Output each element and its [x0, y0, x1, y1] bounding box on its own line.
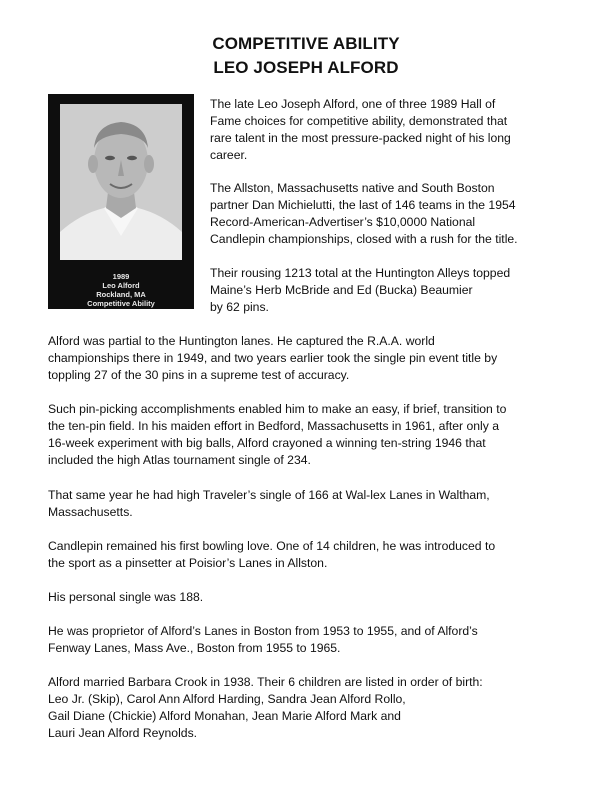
text-line: by 62 pins. [210, 300, 269, 314]
text-line: career. [210, 148, 248, 162]
text-line: rare talent in the most pressure-packed night of his long [210, 131, 511, 145]
paragraph [210, 265, 510, 316]
text-line: The Allston, Massachusetts native and South Boston [210, 181, 495, 195]
text-line: Lauri Jean Alford Reynolds. [48, 726, 198, 740]
text-line: That same year he had high Traveler’s single of 166 at Wal-lex Lanes in Waltham, [48, 488, 490, 502]
paragraph [48, 538, 495, 572]
text-line: Such pin-picking accomplishments enabled him to make an easy, if brief, transition to [48, 402, 507, 416]
photo-caption-town: Rockland, MA [96, 290, 146, 299]
portrait-photo [60, 104, 182, 260]
text-line: Maine’s Herb McBride and Ed (Bucka) Beaumier [210, 283, 473, 297]
text-line: the ten-pin field. In his maiden effort in Bedford, Massachusetts in 1961, after only a [48, 419, 499, 433]
paragraph [210, 180, 518, 248]
photo-caption-name: Leo Alford [102, 281, 140, 290]
paragraph [210, 96, 511, 164]
text-line: championships there in 1949, and two years earlier took the single pin event title by [48, 351, 498, 365]
photo-caption-year: 1989 [112, 272, 130, 281]
text-line: the sport as a pinsetter at Poisior’s Lanes in Allston. [48, 556, 328, 570]
text-line: Candlepin remained his first bowling love. One of 14 children, he was introduced to [48, 539, 496, 553]
paragraph [48, 401, 506, 469]
portrait-image [60, 104, 182, 260]
text-line: His personal single was 188. [48, 590, 204, 604]
page-title: COMPETITIVE ABILITY [212, 34, 400, 53]
photo-caption-category: Competitive Ability [87, 299, 155, 308]
paragraph [48, 589, 203, 606]
text-line: Massachusetts. [48, 505, 133, 519]
paragraph [48, 487, 490, 521]
text-line: partner Dan Michielutti, the last of 146 teams in the 1954 [210, 198, 516, 212]
portrait-card [48, 94, 194, 309]
text-line: He was proprietor of Alford’s Lanes in Boston from 1953 to 1955, and of Alford’s [48, 624, 478, 638]
text-line: The late Leo Joseph Alford, one of three 1989 Hall of [210, 97, 496, 111]
text-line: Alford was partial to the Huntington lanes. He captured the R.A.A. world [48, 334, 435, 348]
text-line: Alford married Barbara Crook in 1938. Their 6 children are listed in order of birth: [48, 675, 483, 689]
text-line: 16-week experiment with big balls, Alford crayoned a winning ten-string 1946 that [48, 436, 486, 450]
text-line: Fenway Lanes, Mass Ave., Boston from 1955 to 1965. [48, 641, 341, 655]
text-line: Leo Jr. (Skip), Carol Ann Alford Harding, Sandra Jean Alford Rollo, [48, 692, 406, 706]
text-line: Fame choices for competitive ability, demonstrated that [210, 114, 508, 128]
text-line: Gail Diane (Chickie) Alford Monahan, Jean Marie Alford Mark and [48, 709, 401, 723]
page-subtitle: LEO JOSEPH ALFORD [213, 58, 399, 77]
text-line: toppling 27 of the 30 pins in a supreme test of accuracy. [48, 368, 350, 382]
paragraph [48, 674, 483, 742]
text-line: Candlepin championships, closed with a rush for the title. [210, 232, 518, 246]
paragraph [48, 623, 478, 657]
text-line: included the high Atlas tournament single of 234. [48, 453, 311, 467]
paragraph [48, 333, 497, 384]
text-line: Record-American-Advertiser’s $10,0000 National [210, 215, 476, 229]
text-line: Their rousing 1213 total at the Huntington Alleys topped [210, 266, 511, 280]
